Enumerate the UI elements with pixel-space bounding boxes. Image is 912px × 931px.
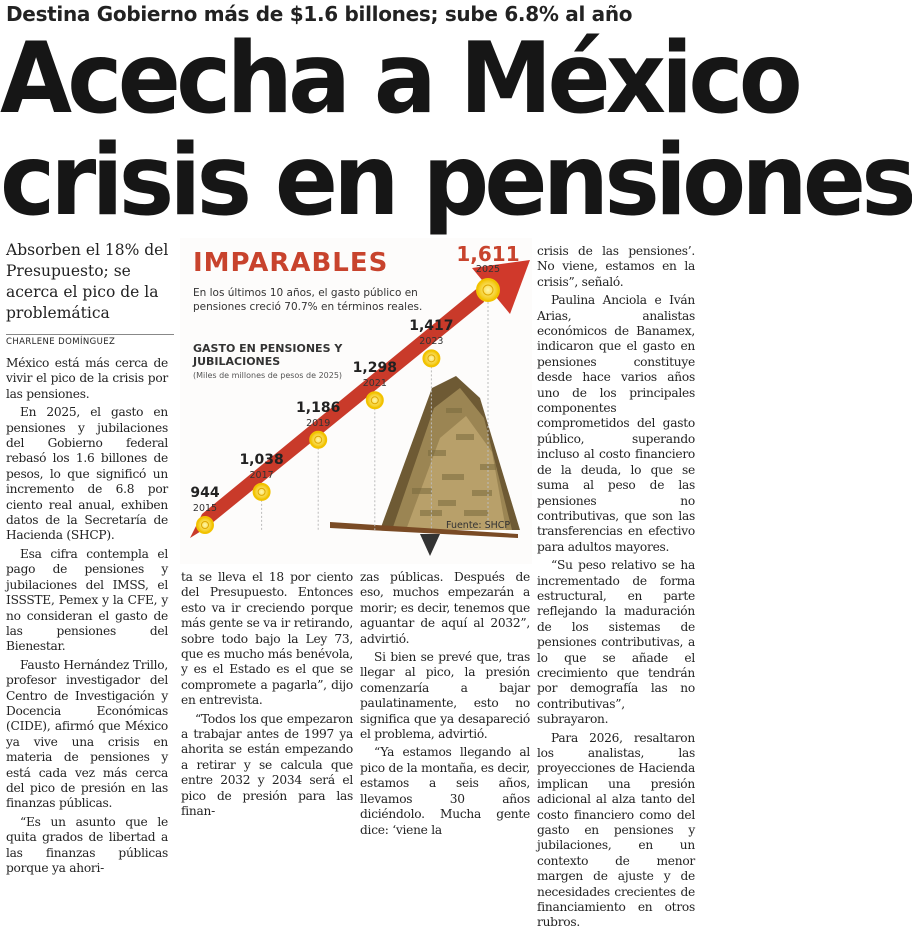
paragraph: Esa cifra contempla el pago de pensiones y jubilaciones del IMSS, el ISSSTE, Pemex y la CFE, y no consideran el gasto de las pensiones del Bienestar. (6, 546, 168, 654)
headline-line-2: crisis en pensiones (0, 124, 912, 238)
paragraph: Fausto Hernández Trillo, profesor investigador del Centro de Investigación y Docencia Económicas (CIDE), afirmó que México ya vive una crisis en materia de pensiones y está cada vez más cerca del pico de presión en las finanzas públicas. (6, 657, 168, 811)
paragraph: zas públicas. Después de eso, muchos empezarán a morir; es decir, tenemos que aguantar de aquí al 2032”, advirtió. (360, 570, 530, 646)
data-label: 1,186 (296, 399, 341, 416)
infographic-title: IMPARABLES (193, 248, 389, 278)
year-label: 2021 (362, 378, 387, 390)
infographic-unit: (Miles de millones de pesos de 2025) (193, 371, 343, 380)
paragraph: Si bien se prevé que, tras llegar al pico, la presión comenzaría a bajar paulatinamente, esto no significa que ya desapareció el problema, advirtió. (360, 650, 530, 742)
data-point (197, 517, 213, 533)
year-label: 2015 (192, 503, 218, 514)
data-label: 1,417 (409, 318, 454, 335)
data-point (254, 484, 270, 500)
year-label: 2017 (249, 469, 274, 481)
paragraph: “Su peso relativo se ha incrementado de forma estructural, en parte reflejando la maduración de los sistemas de pensiones contributivas, a lo que se añade el crecimiento que tendrán por demografía las no contributivas”, subrayaron. (537, 558, 695, 727)
paragraph: Paulina Anciola e Iván Arias, analistas económicos de Banamex, indicaron que el gasto en pensiones constituye desde hace varios años uno de los principales componentes comprometidos del gasto público, superando incluso al costo financiero de la deuda, lo que se suma al peso de las pensiones no contributivas, que son las transferencias en efectivo para adultos mayores. (537, 293, 695, 554)
data-point (423, 350, 439, 366)
paragraph: “Es un asunto que le quita grados de libertad a las finanzas públicas porque ya ahori- (6, 814, 168, 875)
paragraph: ta se lleva el 18 por ciento del Presupuesto. Entonces esto va ir creciendo porque más gente se va ir retirando, sobre todo bajo la Ley 73, que es mucho más benévola, y es el Estado es el que se compromete a pagarla”, dijo en entrevista. (181, 570, 353, 708)
paragraph: México está más cerca de vivir el pico de la crisis por las pensiones. (6, 356, 168, 401)
paragraph: Para 2026, resaltaron los analistas, las proyecciones de Hacienda implican una presión adicional al alza tanto del costo financiero como del gasto en pensiones y jubilaciones, en un contexto de menor margen de ajuste y de necesidades crecientes de financiamiento en otros rubros. (537, 730, 695, 930)
byline: CHARLENE DOMÍNGUEZ (6, 334, 174, 347)
infographic (180, 238, 532, 564)
infographic-subtitle: GASTO EN PENSIONES Y JUBILACIONES (193, 342, 343, 368)
article-column-2 (181, 570, 353, 819)
data-label: 1,611 (456, 242, 520, 266)
headline-line-1: Acecha a México (0, 22, 798, 136)
data-label: 1,298 (352, 360, 397, 377)
infographic-source: Fuente: SHCP (446, 520, 511, 531)
year-label: 2023 (419, 336, 444, 348)
data-point (477, 279, 499, 301)
year-label: 2025 (475, 264, 501, 275)
summary: Absorben el 18% del Presupuesto; se acerca el pico de la problemática (6, 241, 169, 322)
year-label: 2019 (306, 417, 331, 429)
kicker: Destina Gobierno más de $1.6 billones; sube 6.8% al año (6, 2, 633, 26)
paragraph: En 2025, el gasto en pensiones y jubilaciones del Gobierno federal rebasó los 1.6 billones de pesos, lo que significó un incremento de 6.8 por ciento real anual, exhiben datos de la Secretaría de Hacienda (SHCP). (6, 405, 168, 543)
infographic-description: En los últimos 10 años, el gasto público en pensiones creció 70.7% en términos reales. (193, 287, 423, 313)
data-point (367, 392, 383, 408)
article-column-1 (6, 356, 168, 875)
article-column-4 (537, 244, 695, 930)
article-column-3 (360, 570, 530, 837)
paragraph: “Ya estamos llegando al pico de la montaña, es decir, estamos a seis años, llevamos 30 años diciéndolo. Mucha gente dice: ‘viene la (360, 745, 530, 837)
data-label: 1,038 (239, 451, 284, 468)
data-label: 944 (190, 485, 220, 501)
paragraph: crisis de las pensiones’. No viene, estamos en la crisis”, señaló. (537, 244, 695, 289)
data-point (310, 432, 326, 448)
paragraph: “Todos los que empezaron a trabajar antes de 1997 ya ahorita se están empezando a retirar y se calcula que entre 2032 y 2034 será el pico de presión para las finan- (181, 711, 353, 819)
